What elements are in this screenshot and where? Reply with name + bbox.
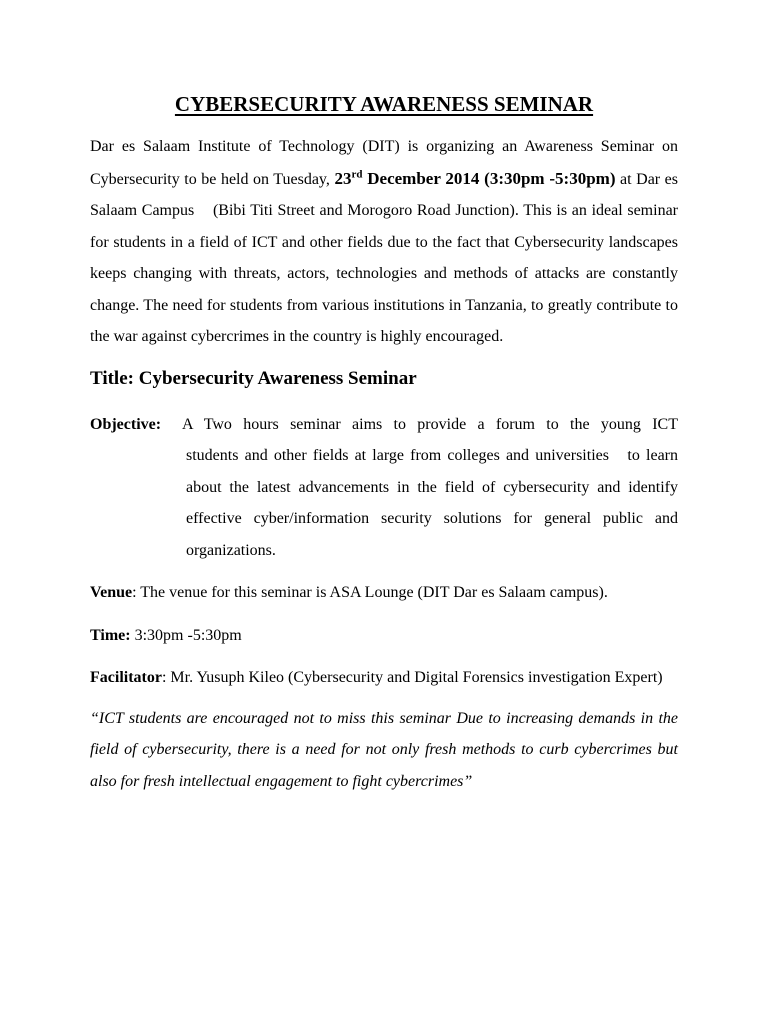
time-text: 3:30pm -5:30pm	[130, 626, 242, 644]
seminar-date-day: 23	[334, 168, 352, 188]
objective-block	[90, 409, 678, 567]
venue-label: Venue	[90, 584, 133, 602]
objective-label: Objective:	[90, 415, 162, 433]
time-label: Time:	[90, 626, 131, 644]
document-page	[90, 92, 678, 797]
objective-text: students and other fields at large from colleges and universities to learn about the latest advancements in the field of cybersecurity and identify effective cyber/information security solutions for general public and organizations.	[186, 447, 678, 559]
seminar-date-rest: December 2014 (3:30pm -5:30pm)	[362, 168, 616, 188]
seminar-date	[334, 169, 615, 188]
facilitator-text: : Mr. Yusuph Kileo (Cybersecurity and Digital Forensics investigation Expert)	[161, 669, 663, 687]
objective-first-line: A Two hours seminar aims to provide a forum to the young ICT	[182, 415, 678, 433]
section-title: Title: Cybersecurity Awareness Seminar	[90, 367, 417, 389]
seminar-date-suffix: rd	[351, 168, 363, 181]
intro-text-start: Dar es Salaam Institute of Technology (DIT) is organizing an Awareness Seminar on Cybersecurity to be held on Tuesday,	[90, 138, 678, 188]
time-line	[90, 620, 678, 652]
facilitator-label: Facilitator	[90, 669, 162, 687]
venue-line	[90, 577, 678, 609]
intro-paragraph	[90, 131, 678, 353]
intro-text-end: at Dar es Salaam Campus (Bibi Titi Street and Morogoro Road Junction). This is an ideal seminar for students in a field of ICT and other fields due to the fact that Cybersecurity landscapes keeps changing with threats, actors, technologies and methods of attacks are constantly change. The need for students from various institutions in Tanzania, to greatly contribute to the war against cybercrimes in the country is highly encouraged.	[90, 170, 679, 346]
document-title: CYBERSECURITY AWARENESS SEMINAR	[174, 92, 594, 116]
venue-text: : The venue for this seminar is ASA Lounge (DIT Dar es Salaam campus).	[132, 584, 608, 602]
facilitator-line	[90, 662, 678, 694]
closing-quote: “ICT students are encouraged not to miss this seminar Due to increasing demands in the field of cybersecurity, there is a need for not only fresh methods to curb cybercrimes but also for fresh intellectual engagement to fight cybercrimes”	[90, 709, 678, 790]
